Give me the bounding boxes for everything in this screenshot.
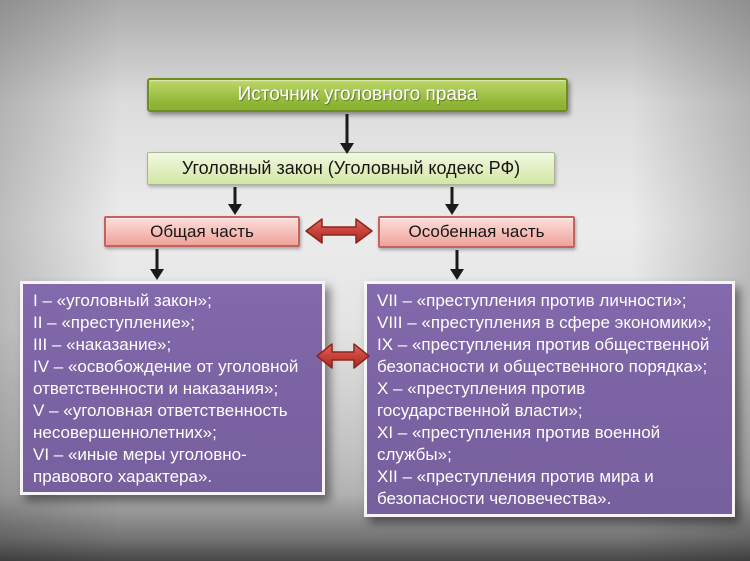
section-item: V – «уголовная ответственность несовершеннолетних»; (33, 401, 293, 442)
special-part-label: Особенная часть (408, 222, 545, 241)
section-item: VI – «иные меры уголовно-правового характера». (33, 445, 247, 486)
section-item: II – «преступление»; (33, 313, 195, 332)
section-item: IX – «преступления против общественной безопасности и общественного порядка»; (377, 335, 715, 376)
law-box-label: Уголовный закон (Уголовный кодекс РФ) (181, 158, 521, 178)
down-arrow-law-to-general-icon (228, 187, 242, 215)
special-part-box (378, 216, 575, 248)
section-item: I – «уголовный закон»; (33, 291, 212, 310)
section-item: VII – «преступления против личности»; (377, 291, 687, 310)
criminal-law-code-box (147, 152, 555, 185)
section-item: XI – «преступления против военной службы»; (377, 423, 665, 464)
section-item: VIII – «преступления в сфере экономики»; (377, 313, 712, 332)
special-part-sections-box (364, 281, 735, 517)
source-of-criminal-law-box (147, 78, 568, 112)
down-arrow-special-to-sections-icon (450, 250, 464, 280)
section-item: X – «преступления против государственной власти»; (377, 379, 590, 420)
general-part-box (104, 216, 300, 247)
section-item: IV – «освобождение от уголовной ответственности и наказания»; (33, 357, 304, 398)
section-item: III – «наказание»; (33, 335, 172, 354)
general-part-label: Общая часть (150, 221, 254, 241)
section-item: XII – «преступления против мира и безопасности человечества». (377, 467, 659, 508)
source-box-label: Источник уголовного права (237, 84, 478, 105)
down-arrow-general-to-sections-icon (150, 249, 164, 280)
general-part-sections-box (20, 281, 325, 495)
double-arrow-general-special-icon (306, 219, 372, 243)
down-arrow-source-to-law-icon (340, 114, 354, 154)
down-arrow-law-to-special-icon (445, 187, 459, 215)
